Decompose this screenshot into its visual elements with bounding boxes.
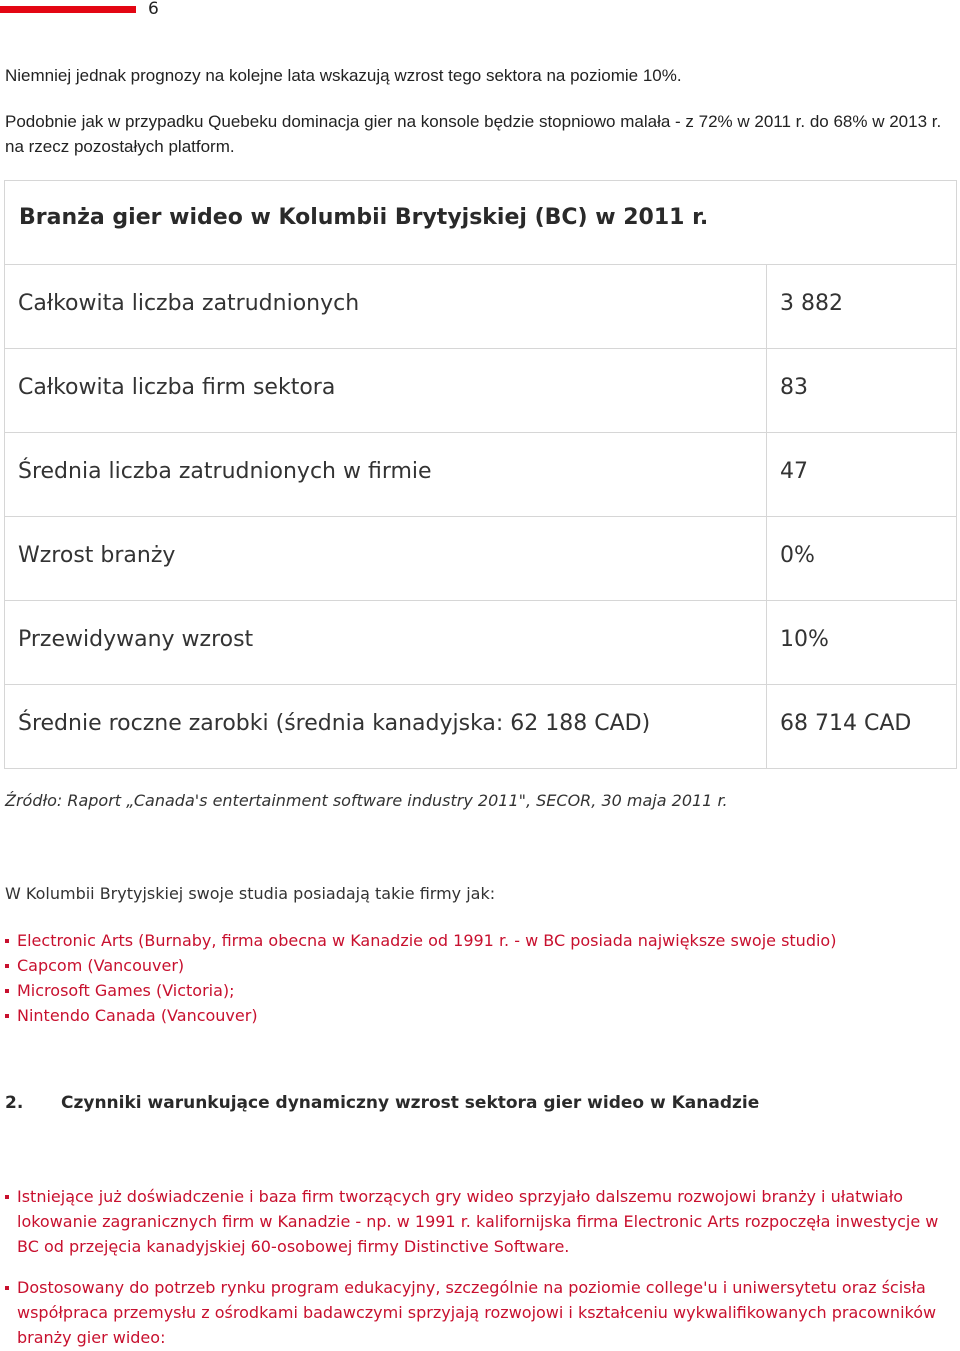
bullet-icon [5, 939, 9, 943]
section-title: Czynniki warunkujące dynamiczny wzrost sektora gier wideo w Kanadzie [61, 1093, 760, 1113]
table-row [5, 432, 956, 516]
list-item [5, 928, 836, 953]
section-heading [5, 1093, 759, 1113]
table-row [5, 516, 956, 600]
list-item-text: Electronic Arts (Burnaby, firma obecna w Kanadzie od 1991 r. - w BC posiada największe swoje studio) [17, 931, 837, 950]
table-row [5, 684, 956, 768]
bc-industry-table [4, 180, 957, 769]
list-item-text: Dostosowany do potrzeb rynku program edukacyjny, szczególnie na poziomie college'u i uniwersytetu oraz ścisła współpraca przemysłu z ośrodkami badawczymi sprzyjają rozwojowi i kształceniu wykwalifikowanych pracowników branży gier wideo: [17, 1278, 937, 1347]
row-label: Całkowita liczba zatrudnionych [18, 291, 360, 316]
row-value: 3 882 [780, 291, 843, 316]
table-title: Branża gier wideo w Kolumbii Brytyjskiej (BC) w 2011 r. [19, 205, 709, 230]
row-label: Całkowita liczba firm sektora [18, 375, 336, 400]
list-item-text: Nintendo Canada (Vancouver) [17, 1006, 258, 1025]
row-label: Wzrost branży [18, 543, 176, 568]
row-value: 0% [780, 543, 815, 568]
column-divider [766, 601, 767, 685]
column-divider [766, 685, 767, 769]
firms-intro: W Kolumbii Brytyjskiej swoje studia posiadają takie firmy jak: [5, 884, 496, 903]
list-item [5, 1003, 836, 1028]
column-divider [766, 265, 767, 349]
row-label: Średnia liczba zatrudnionych w firmie [18, 459, 432, 484]
factors-list [5, 1275, 950, 1350]
row-value: 47 [780, 459, 808, 484]
list-item-text: Capcom (Vancouver) [17, 956, 185, 975]
paragraph-forecast: Niemniej jednak prognozy na kolejne lata wskazują wzrost tego sektora na poziomie 10%. [5, 66, 682, 85]
column-divider [766, 433, 767, 517]
row-label: Średnie roczne zarobki (średnia kanadyjska: 62 188 CAD) [18, 711, 651, 736]
list-item [5, 1275, 950, 1350]
paragraph-console-share: Podobnie jak w przypadku Quebeku dominacja gier na konsole będzie stopniowo malała - z 72% w 2011 r. do 68% w 2013 r. na rzecz pozostałych platform. [5, 112, 942, 156]
header-accent-bar [0, 6, 136, 13]
bullet-icon [5, 1195, 9, 1199]
section-number: 2. [5, 1093, 24, 1113]
page-number: 6 [148, 0, 159, 19]
row-label: Przewidywany wzrost [18, 627, 254, 652]
bullet-icon [5, 989, 9, 993]
factors-list [5, 1184, 950, 1259]
list-item-text: Microsoft Games (Victoria); [17, 981, 235, 1000]
table-row [5, 264, 956, 348]
bullet-icon [5, 1014, 9, 1018]
bullet-icon [5, 964, 9, 968]
table-row [5, 348, 956, 432]
source-note: Źródło: Raport „Canada's entertainment software industry 2011", SECOR, 30 maja 2011 r. [5, 791, 728, 810]
column-divider [766, 517, 767, 601]
row-value: 68 714 CAD [780, 711, 912, 736]
column-divider [766, 349, 767, 433]
row-value: 83 [780, 375, 808, 400]
bullet-icon [5, 1286, 9, 1290]
row-value: 10% [780, 627, 829, 652]
list-item [5, 1184, 950, 1259]
list-item [5, 953, 836, 978]
firms-list [5, 928, 836, 1028]
table-row [5, 600, 956, 684]
list-item-text: Istniejące już doświadczenie i baza firm tworzących gry wideo sprzyjało dalszemu rozwojowi branży i ułatwiało lokowanie zagranicznych firm w Kanadzie - np. w 1991 r. kalifornijska firma Electronic Arts rozpoczęła inwestycje w BC od przejęcia kanadyjskiej 60-osobowej firmy Distinctive Software. [17, 1187, 939, 1256]
list-item [5, 978, 836, 1003]
